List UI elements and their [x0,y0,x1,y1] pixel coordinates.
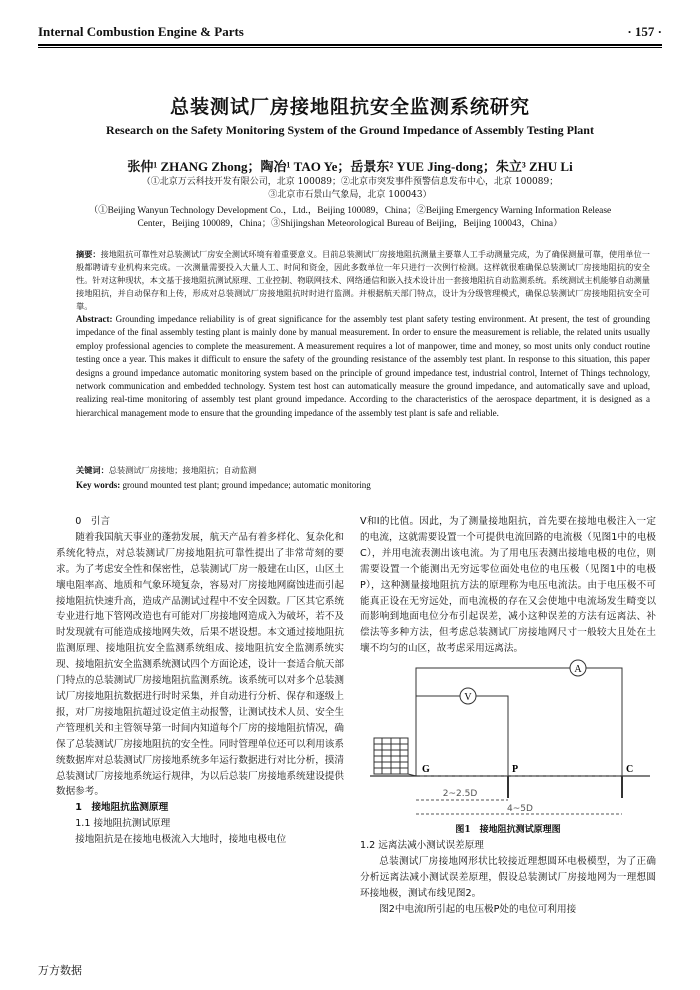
current-electrode-wire [578,668,622,776]
principle-paragraph: V和I的比值。因此，为了测量接地阻抗，首先要在接地电极注入一定的电流，这就需要设置一个可提供电流回路的电流极（见图1中的电极C），并用电流表测出该电流。为了用电压表测出接地电极的电位，则需要设置一个能测出无穷远零位面处电位的电压极（见图1中的电极P），这种测量接地阻抗方法的原理称为电压电流法。由于电压极不可能真正设在无穷远处，而电流极的存在又会使地中电流场发生畸变以而影响到地面电位分布引起误差，减小这种误差的方法有远离法、补偿法等多种方法，但考虑总装测试厂房接地网尺寸一般较大且处在土壤不均匀的山区，故考虑采用远离法。 [360,516,656,655]
figure-1-caption: 图1 接地阻抗测试原理图 [455,825,561,835]
section-1-2-paragraph: 总装测试厂房接地网形状比较接近理想圆环电极模型，为了正确分析远离法减小测试误差原理，假设总装测试厂房接地网为一理想圆环接地极，测试布线见图2。 [360,855,656,899]
label-G: G [422,764,430,775]
running-header [38,20,662,40]
section-0-heading: 0 引言 [75,516,111,527]
abstract-cn-text: 接地阻抗可靠性对总装测试厂房安全测试环境有着重要意义。目前总装测试厂房接地阻抗测量主要靠人工手动测量完成，为了确保测量可靠，使用单位一般都聘请专业机构来完成。一次测量需要投入大量人工、时间和资金，因此多数单位一年只进行一次例行检测。这样就很难确保总装测试厂房接地阻抗的安全性。针对这种现状，本文基于接地阻抗测试原理、工业控制、物联网技术、网络通信和嵌入技术设计出一套接地阻抗自动监测系统。系统测试主机能够自动测量接地阻抗，并自动保存和上传，形成对总装测试厂房接地阻抗时时进行监测。并根据航天部门特点，设计为分级管理模式，确保总装测试厂房接地阻抗安全可靠。 [76,249,650,311]
section-1-2-paragraph-2: 图2中电流I所引起的电压极P处的电位可利用接 [379,903,577,915]
keywords-en-label: Key words: [76,480,121,490]
abstract-en-text: Grounding impedance reliability is of great significance for the assembly test plant safety testing environment. At present, the test of grounding impedance of the final assembly testing plant is mainly done by manual measurement. In order to ensure the measurement is reliable, the related units usually employ professional agencies to complete the measurement. A measurement requires a lot of manpower, time and money, so most units only conduct routine testing once a year. This makes it difficult to ensure the safety of the grounding resistance of the assembly test plant. In response to this situation, this paper designs a ground impedance automatic monitoring system based on the principle of ground impedance test, industrial control, Internet of Things technology, network communication and embedded technology. System test host can automatically measure the ground impedance, and automatically save and upload, realizing real-time monitoring of assembly test plant ground impedance. According to the characteristics of the aerospace department, it is designed as a hierarchical management mode to ensure that the grounding impedance of the assembly test plant is safe and reliable. [76,314,650,418]
left-column [56,514,344,848]
journal-name: Internal Combustion Engine & Parts [38,24,244,39]
section-1-2-heading: 1.2 远离法减小测试误差原理 [360,840,484,851]
abstract-english [76,313,650,420]
ammeter-label: A [574,664,582,675]
author-list: 张仲¹ ZHANG Zhong；陶冶¹ TAO Ye；岳景东² YUE Jing-dong；朱立³ ZHU Li [127,159,573,174]
title-english: Research on the Safety Monitoring System of the Ground Impedance of Assembly Testing Plant [106,123,594,137]
right-column-top [360,514,656,657]
abstract-chinese [76,248,650,313]
section-1-1-heading: 1.1 接地阻抗测试原理 [75,818,171,830]
affiliation-en-2: Center，Beijing 100089，China；③Shijingshan Meteorological Bureau of Beijing，Beijing 100043，China） [137,219,563,229]
voltmeter-label: V [464,692,472,703]
current-loop-wire [416,668,578,776]
label-P: P [512,764,519,775]
header-rule-thin [38,47,662,48]
keywords-en-text: ground mounted test plant; ground impedance; automatic monitoring [122,480,371,490]
label-C: C [626,764,634,775]
section-1-1-paragraph: 接地阻抗是在接地电极流入大地时，接地电极电位 [75,834,287,846]
keywords-english [76,479,650,492]
affiliation-cn-2: ③北京市石景山气象局，北京 100043） [268,190,432,200]
page-number: · 157 · [627,24,662,39]
title-chinese: 总装测试厂房接地阻抗安全监测系统研究 [169,96,530,118]
keywords-cn-text: 总装测试厂房接地；接地阻抗；自动监测 [108,465,257,475]
figure-1-diagram [360,648,656,820]
footer-watermark: 万方数据 [38,964,82,977]
dimension-label-2: 4~5D [507,804,533,814]
section-1-heading: 1 接地阻抗监测原理 [75,802,169,814]
abstract-en-label: Abstract: [76,314,113,324]
voltage-wire [416,696,508,776]
keywords-cn-label: 关键词： [76,466,109,475]
intro-paragraph: 随着我国航天事业的蓬勃发展，航天产品有着多样化、复杂化和系统化特点，对总装测试厂房接地阻抗可靠性提出了非常苛刻的要求。为了考虑安全性和保密性，总装测试厂房一般建在山区，山区土壤电阻率高、地质和气象环境复杂，容易对厂房接地网腐蚀进而引起接地阻抗快速升高，造成产品测试过程中不安全因数。厂区其它系统专业进行地下管网改造也有可能对厂房接地网造成入为破坏，若不及时发现就有可能造成接地网失效，后果不堪设想。本文通过接地阻抗监测原理、接地阻抗安全监测系统组成、接地阻抗安全监测系统实现、接地阻抗安全监测系统测试四个方面论述，设计一套适合航天部门特点的总装测试厂房接地阻抗监测系统。该系统可以对多个总装测试厂房接地阻抗数据进行时时采集，并自动进行分析、保存和逐级上报，对厂房接地阻抗超过设定值主动报警，让测试技术人员、安全生产管理机关和主管领导第一时间内知道每个厂房的接地阻抗情况，确保了总装测试厂房接地阻抗的安全性。同时管理单位还可以利用该系统数据库对总装测试厂房接地系统多年运行数据进行对比分析，摸清总装测试厂房接地系统运行规律，为以后总装厂房接地系统建设提供数据参考。 [56,531,344,798]
affiliation-cn-1: （①北京万云科技开发有限公司，北京 100089；②北京市突发事件预警信息发布中心，北京 100089； [141,177,559,187]
abstract-cn-label: 摘要： [76,250,101,259]
header-rule [38,44,662,46]
right-column-bottom [360,838,656,918]
keywords-chinese [76,464,650,477]
dimension-label-1: 2~2.5D [442,789,478,799]
ground-grid-electrode [374,738,416,776]
affiliation-en-1: （①Beijing Wanyun Technology Development Co.，Ltd.，Beijing 100089，China；②Beijing Emergency Warning Information Release [88,206,612,216]
